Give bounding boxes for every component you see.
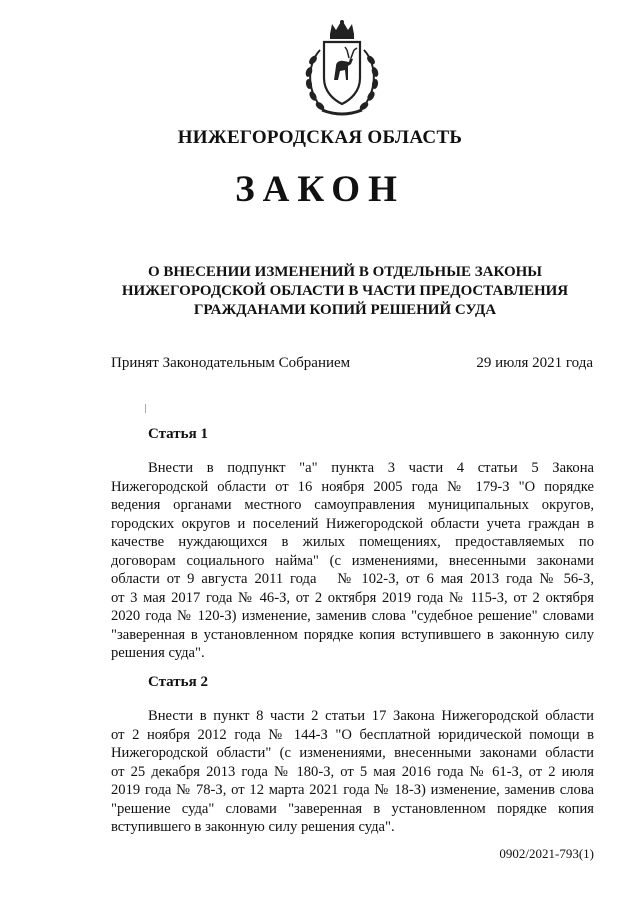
region-title: НИЖЕГОРОДСКАЯ ОБЛАСТЬ: [177, 127, 463, 148]
scan-mark: [145, 404, 146, 413]
text-line: Внести в подпункт "а" пункта 3 части 4 статьи 5 Закона: [148, 460, 594, 476]
text-line: "решение суда" словами "заверенная в установленном порядке копия: [111, 800, 594, 817]
article-1-heading: Статья 1: [148, 426, 208, 442]
text-line: городских округов и поселений Нижегородской области учета граждан в: [111, 515, 594, 532]
adopted-by: Принят Законодательным Собранием: [111, 355, 351, 371]
article-1-text: [111, 459, 594, 663]
text-line: "заверенная в установленном порядке копия вступившего в законную силу: [111, 626, 594, 643]
text-line: качестве нуждающихся в жилых помещениях, предоставляемых по: [111, 534, 594, 550]
article-2-text: [111, 707, 594, 837]
document-type: ЗАКОН: [235, 169, 405, 210]
text-line: от 2 ноября 2012 года № 144-З "О бесплатной юридической помощи в: [111, 726, 594, 743]
adoption-date: 29 июля 2021 года: [476, 355, 593, 371]
text-line: договорам социального найма" (с изменениями, внесенными законами: [111, 552, 594, 569]
text-line: вступившего в законную силу решения суда".: [111, 819, 395, 835]
text-line: от 25 декабря 2013 года № 180-З, от 5 мая 2016 года № 61-З, от 2 июля: [111, 763, 594, 780]
text-line: Нижегородской области от 16 ноября 2005 года № 179-З "О порядке: [111, 478, 594, 495]
law-title-line: НИЖЕГОРОДСКОЙ ОБЛАСТИ В ЧАСТИ ПРЕДОСТАВЛЕНИЯ: [121, 283, 569, 299]
text-line: 2020 года № 120-З) изменение, заменив слова "судебное решение" словами: [111, 608, 594, 624]
text-line: от 3 мая 2017 года № 46-З, от 2 октября 2019 года № 115-З, от 2 октября: [111, 589, 594, 606]
text-line: области от 9 августа 2011 года № 102-З, от 6 мая 2013 года № 56-З,: [111, 571, 594, 587]
law-title-line: О ВНЕСЕНИИ ИЗМЕНЕНИЙ В ОТДЕЛЬНЫЕ ЗАКОНЫ: [147, 264, 543, 280]
text-line: Нижегородской области" (с изменениями, внесенными законами области: [111, 745, 594, 761]
text-line: решения суда".: [111, 645, 205, 661]
text-line: Внести в пункт 8 части 2 статьи 17 Закона Нижегородской области: [148, 708, 594, 724]
article-2-heading: Статья 2: [148, 674, 208, 690]
coat-of-arms-icon: [296, 20, 388, 120]
document-number: 0902/2021-793(1): [499, 846, 594, 861]
law-title-line: ГРАЖДАНАМИ КОПИЙ РЕШЕНИЙ СУДА: [193, 302, 497, 318]
law-title: [110, 263, 580, 320]
text-line: ведения органами местного самоуправления муниципальных округов,: [111, 497, 594, 513]
text-line: 2019 года № 78-З, от 12 марта 2021 года № 18-З) изменение, заменив слова: [111, 782, 594, 798]
